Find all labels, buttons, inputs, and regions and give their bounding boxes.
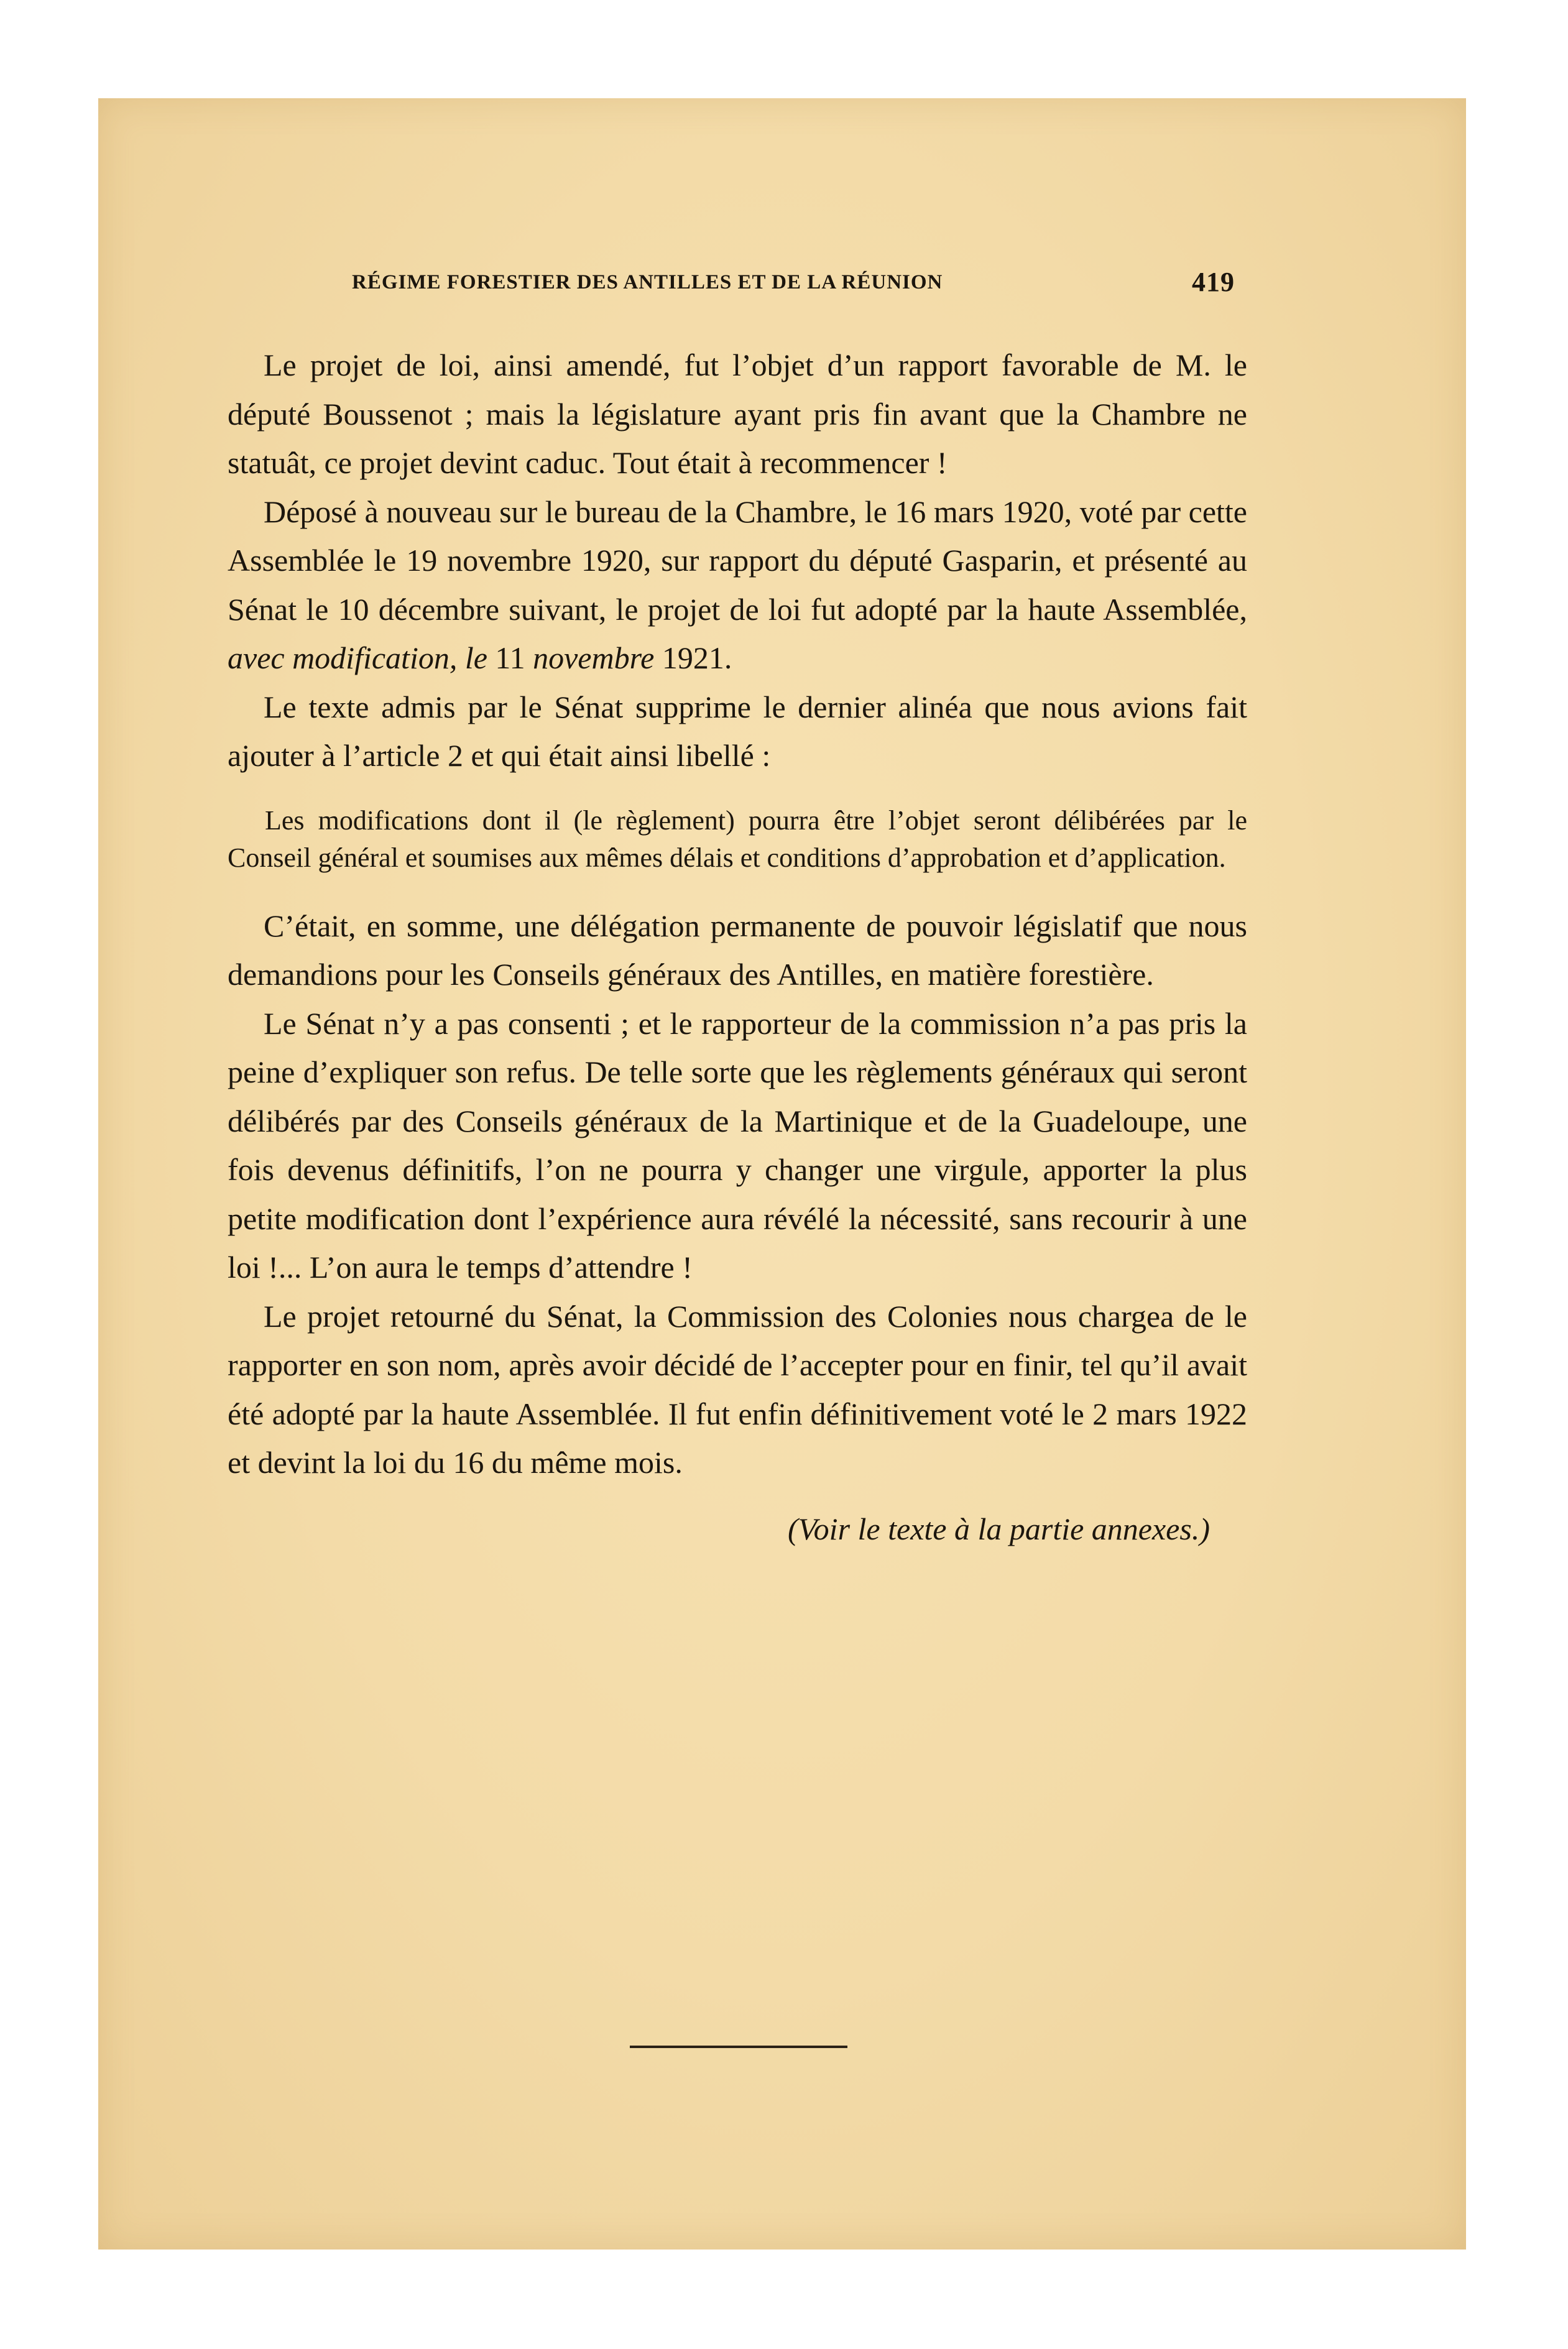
paragraph-4: C’était, en somme, une délégation permanente de pouvoir législatif que nous demandions pour les Conseils généraux des Antilles, en matière forestière. (228, 908, 1247, 992)
paragraph-1: Le projet de loi, ainsi amendé, fut l’objet d’un rapport favorable de M. le député Boussenot ; mais la législature ayant pris fin avant que la Chambre ne statuât, ce projet devint caduc. Tout était à recommencer ! (228, 348, 1247, 480)
paragraph-2-month: novembre (533, 640, 655, 675)
paragraph-3: Le texte admis par le Sénat supprime le dernier alinéa que nous avions fait ajouter à l’article 2 et qui était ainsi libellé : (228, 689, 1247, 773)
paragraph-2-day: 11 (487, 640, 533, 675)
paragraph-2 (228, 487, 1247, 683)
page-content (228, 266, 1247, 1553)
running-title: RÉGIME FORESTIER DES ANTILLES ET DE LA RÉUNION (352, 271, 943, 293)
end-rule (630, 2046, 847, 2048)
quoted-article: Les modifications dont il (le règlement) pourra être l’objet seront délibérées par le Conseil général et soumises aux mêmes délais et conditions d’approbation et d’application. (228, 805, 1247, 873)
page-number: 419 (1192, 267, 1235, 297)
paragraph-6: Le projet retourné du Sénat, la Commission des Colonies nous chargea de le rapporter en son nom, après avoir décidé de l’accepter pour en finir, tel qu’il avait été adopté par la haute Assemblée. Il fut enfin définitivement voté le 2 mars 1922 et devint la loi du 16 du même mois. (228, 1298, 1247, 1480)
running-head (228, 266, 1247, 303)
annex-reference: (Voir le texte à la partie annexes.) (788, 1511, 1210, 1546)
paragraph-2-emphasis: avec modification, le (228, 640, 487, 675)
paragraph-5: Le Sénat n’y a pas consenti ; et le rapporteur de la commission n’a pas pris la peine d’expliquer son refus. De telle sorte que les règlements généraux qui seront délibérés par des Conseils généraux de la Martinique et de la Guadeloupe, une fois devenus définitifs, l’on ne pourra y changer une virgule, apporter la plus petite modification dont l’expérience aura révélé la nécessité, sans recourir à une loi !... L’on aura le temps d’attendre ! (228, 1005, 1247, 1285)
paragraph-2-year: 1921. (654, 640, 732, 675)
book-page (98, 98, 1466, 2250)
paragraph-2-text: Déposé à nouveau sur le bureau de la Chambre, le 16 mars 1920, voté par cette Assemblée le 19 novembre 1920, sur rapport du député Gasparin, et présenté au Sénat le 10 décembre suivant, le projet de loi fut adopté par la haute Assemblée, (228, 494, 1247, 627)
